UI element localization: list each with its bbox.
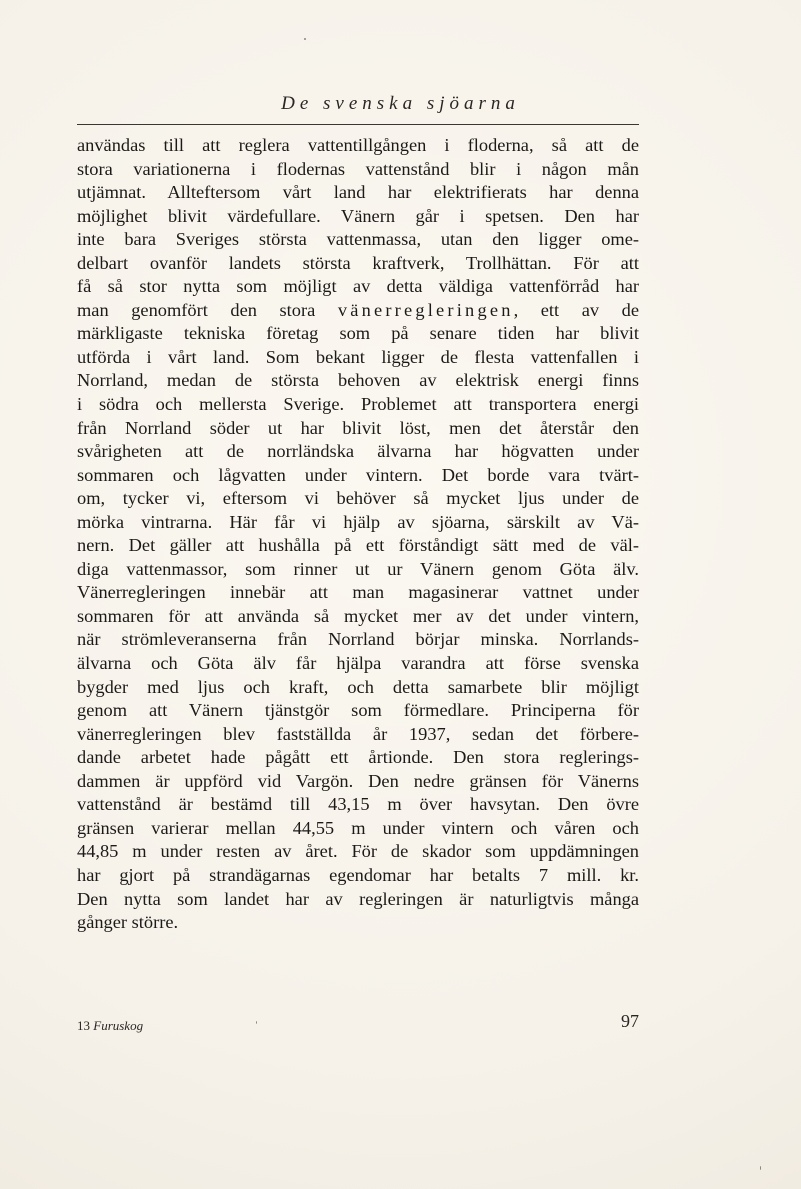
text-line: dammen är uppförd vid Vargön. Den nedre gränsen för Vänerns [77, 770, 639, 791]
text-line: inte bara Sveriges största vattenmassa, utan den ligger ome- [77, 229, 639, 250]
paper-speck [760, 1166, 761, 1170]
text-line: dande arbetet hade pågått ett årtionde. Den stora reglerings- [77, 747, 639, 768]
text-line: 44,85 m under resten av året. För de skador som uppdämningen [77, 841, 639, 862]
text-line: svårigheten att de norrländska älvarna har högvatten under [77, 441, 639, 462]
header-rule [77, 124, 639, 125]
text-line: genom att Vänern tjänstgör som förmedlare. Principerna för [77, 700, 639, 721]
running-head: De svenska sjöarna [281, 93, 520, 114]
text-line: stora variationerna i flodernas vattenstånd blir i någon mån [77, 158, 639, 179]
paper-speck [304, 38, 306, 40]
printer-signature [77, 1018, 143, 1034]
paper-speck [256, 1021, 257, 1024]
signature-name: Furuskog [93, 1018, 144, 1033]
text-line: få så stor nytta som möjligt av detta väldiga vattenförråd har [77, 276, 639, 297]
text-line: utjämnat. Allteftersom vårt land har elektrifierats har denna [77, 182, 639, 203]
text-line: vattenstånd är bestämd till 43,15 m över havsytan. Den övre [77, 794, 639, 815]
page-number: 97 [621, 1011, 639, 1031]
text-line: Vänerregleringen innebär att man magasinerar vattnet under [77, 582, 639, 603]
text-line: användas till att reglera vattentillgången i floderna, så att de [77, 135, 639, 155]
text-line: sommaren för att använda så mycket mer av det under vintern, [77, 605, 639, 626]
text-line: möjlighet blivit värdefullare. Vänern går i spetsen. Den har [77, 205, 639, 226]
text-line: man genomfört den stora vänerregleringen, ett av de [77, 299, 639, 320]
text-line: Norrland, medan de största behoven av elektrisk energi finns [77, 370, 639, 391]
text-line: bygder med ljus och kraft, och detta samarbete blir möjligt [77, 676, 639, 697]
text-line: sommaren och lågvatten under vintern. Det borde vara tvärt- [77, 464, 639, 485]
text-line: från Norrland söder ut har blivit löst, men det återstår den [77, 417, 639, 438]
signature-number: 13 [77, 1018, 90, 1033]
text-line: vänerregleringen blev fastställda år 1937, sedan det förbere- [77, 723, 639, 744]
text-line: märkligaste tekniska företag som på senare tiden har blivit [77, 323, 639, 344]
text-line: gränsen varierar mellan 44,55 m under vintern och våren och [77, 817, 639, 838]
text-line: delbart ovanför landets största kraftverk, Trollhättan. För att [77, 252, 639, 273]
text-line: nern. Det gäller att hushålla på ett förståndigt sätt med de väl- [77, 535, 639, 556]
text-line: utförda i vårt land. Som bekant ligger de flesta vattenfallen i [77, 346, 639, 367]
text-line: älvarna och Göta älv får hjälpa varandra att förse svenska [77, 653, 639, 674]
text-line: har gjort på strandägarnas egendomar har betalts 7 mill. kr. [77, 864, 639, 885]
text-line: mörka vintrarna. Här får vi hjälp av sjöarna, särskilt av Vä- [77, 511, 639, 532]
text-line: gånger större. [77, 912, 179, 933]
text-line: när strömleveranserna från Norrland börjar minska. Norrlands- [77, 629, 639, 650]
text-line: diga vattenmassor, som rinner ut ur Vänern genom Göta älv. [77, 558, 639, 579]
text-line: i södra och mellersta Sverige. Problemet att transportera energi [77, 394, 639, 415]
text-line: Den nytta som landet har av regleringen är naturligtvis många [77, 888, 639, 909]
emphasized-term: vänerregleringen [337, 299, 514, 320]
body-text [77, 134, 639, 935]
text-line: om, tycker vi, eftersom vi behöver så mycket ljus under de [77, 488, 639, 509]
